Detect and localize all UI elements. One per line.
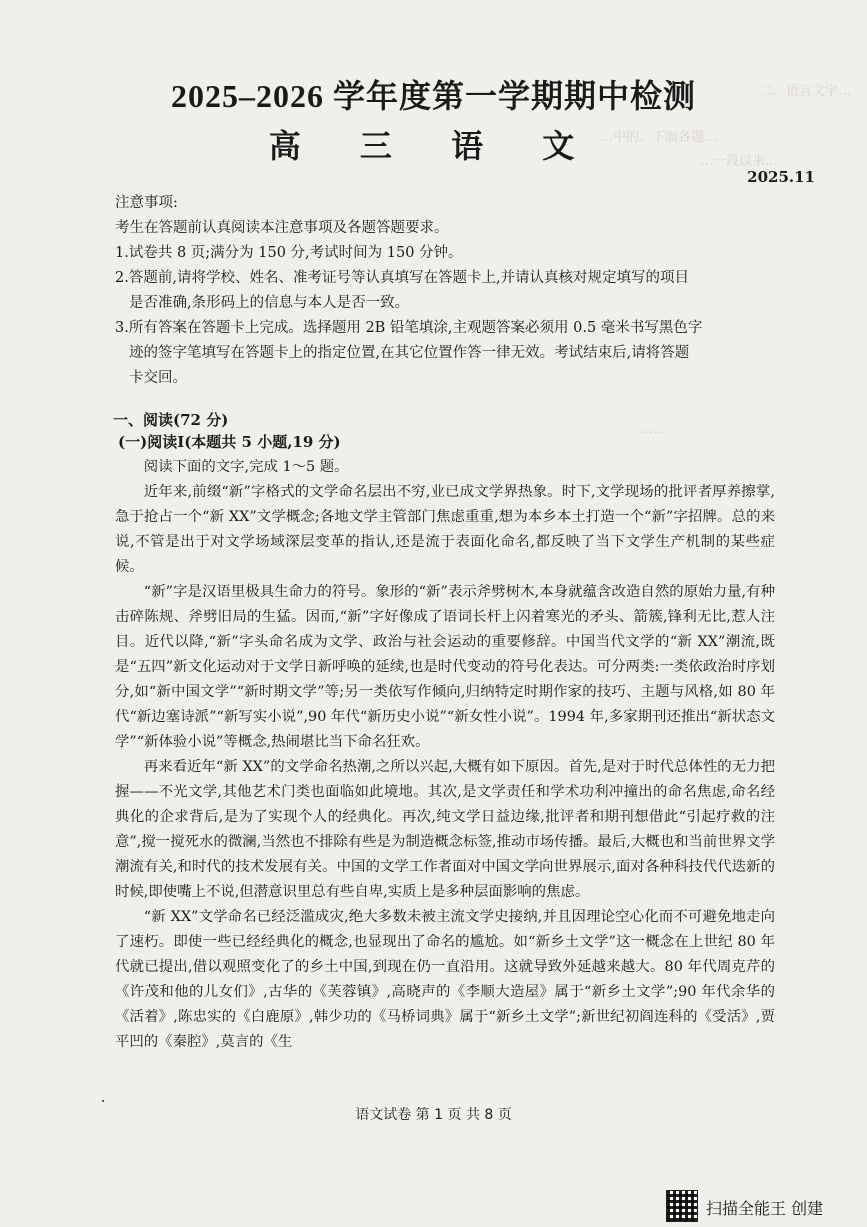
bleed-text: …一段以来… bbox=[700, 154, 779, 169]
exam-title: 2025–2026 学年度第一学期期中检测 bbox=[170, 78, 696, 114]
passage-paragraph: “新”字是汉语里极具生命力的符号。象形的“新”表示斧劈树木,本身就蕴含改造自然的原始力量,有种击碎陈规、斧劈旧局的生猛。因而,“新”字好像成了语词长杆上闪着寒光的矛头、箭簇,锋利无比,惹人注目。近代以降,“新”字头命名成为文学、政治与社会运动的重要修辞。中国当代文学的“新 XX”潮流,既是“五四”新文化运动对于文学日新呼唤的延续,也是时代变动的符号化表达。可分两类:一类依政治时序划分,如“新中国文学”“新时期文学”等;另一类依写作倾向,归纳特定时期作家的技巧、主题与风格,如 80 年代“新边塞诗派”“新写实小说”,90 年代“新历史小说”“新女性小说”。1994 年,多家期刊还推出“新状态文学”“新体验小说”等概念,热闹堪比当下命名狂欢。 bbox=[115, 584, 775, 750]
passage-paragraph: 再来看近年“新 XX”的文学命名热潮,之所以兴起,大概有如下原因。首先,是对于时代总体性的无力把握——不光文学,其他艺术门类也面临如此境地。其次,是文学责任和学术功利冲撞出的命名焦虑,命名经典化的企求背后,是为了实现个人的经典化。再次,纯文学日益边缘,批评者和期刊想借此“引起疗救的注意”,搅一搅死水的微澜,当然也不排除有些是为制造概念标签,推动市场传播。最后,大概也和当前世界文学潮流有关,和时代的技术发展有关。中国的文学工作者面对中国文学向世界展示,面对各种科技代代迭新的时候,即使嘴上不说,但潜意识里总有些自卑,实质上是多种层面影响的焦虑。 bbox=[115, 759, 775, 900]
note-item: 2.答题前,请将学校、姓名、准考证号等认真填写在答题卡上,并请认真核对规定填写的项目 bbox=[115, 270, 690, 286]
passage-paragraph: “新 XX”文学命名已经泛滥成灾,绝大多数未被主流文学史接纳,并且因理论空心化而不可避免地走向了速朽。即使一些已经经典化的概念,也显现出了命名的尴尬。如“新乡土文学”这一概念在上世纪 80 年代就已提出,借以观照变化了的乡土中国,到现在仍一直沿用。这就导致外延越来越大。80 年代周克芹的《许茂和他的儿女们》,古华的《芙蓉镇》,高晓声的《李顺大造屋》属于“新乡土文学”;90 年代余华的《活着》,陈忠实的《白鹿原》,韩少功的《马桥词典》属于“新乡土文学”;新世纪初阎连科的《受活》,贾平凹的《秦腔》,莫言的《生 bbox=[115, 909, 775, 1050]
bleed-text: 二、语言文字… bbox=[760, 84, 852, 99]
note-item: 是否准确,条形码上的信息与本人是否一致。 bbox=[129, 295, 410, 311]
notes-heading: 注意事项: bbox=[115, 195, 178, 211]
bleed-text: …中的。下面各题… bbox=[600, 130, 718, 145]
exam-date: 2025.11 bbox=[747, 168, 815, 186]
note-item: 迹的签字笔填写在答题卡上的指定位置,在其它位置作答一律无效。考试结束后,请将答题 bbox=[129, 345, 690, 361]
reading-passage bbox=[115, 455, 775, 1055]
note-item: 1.试卷共 8 页;满分为 150 分,考试时间为 150 分钟。 bbox=[115, 245, 463, 261]
note-item: 3.所有答案在答题卡上完成。选择题用 2B 铅笔填涂,主观题答案必须用 0.5 毫米书写黑色字 bbox=[115, 320, 703, 336]
bleed-text: …… bbox=[640, 422, 666, 437]
subsection-title: (一)阅读I(本题共 5 小题,19 分) bbox=[118, 433, 341, 451]
section-title: 一、阅读(72 分) bbox=[113, 411, 229, 429]
note-item: 卡交回。 bbox=[129, 370, 187, 386]
passage-instruction: 阅读下面的文字,完成 1～5 题。 bbox=[143, 459, 349, 475]
passage-paragraph: 近年来,前缀“新”字格式的文学命名层出不穷,业已成文学界热象。时下,文学现场的批评者厚养擦掌,急于抢占一个“新 XX”文学概念;各地文学主管部门焦虑重重,想为本乡本土打造一个“新”字招牌。总的来说,不管是出于对文学场域深层变革的指认,还是流于表面化命名,都反映了当下文学生产机制的某些症候。 bbox=[115, 484, 775, 575]
scanner-watermark: 扫描全能王 创建 bbox=[706, 1199, 824, 1218]
scan-speck bbox=[102, 1100, 104, 1102]
notes-intro: 考生在答题前认真阅读本注意事项及各题答题要求。 bbox=[115, 220, 449, 236]
page-footer: 语文试卷 第 1 页 共 8 页 bbox=[355, 1107, 512, 1123]
qr-code-icon bbox=[666, 1190, 698, 1222]
subject-title: 高 三 语 文 bbox=[268, 127, 599, 165]
notes-section bbox=[115, 191, 775, 391]
